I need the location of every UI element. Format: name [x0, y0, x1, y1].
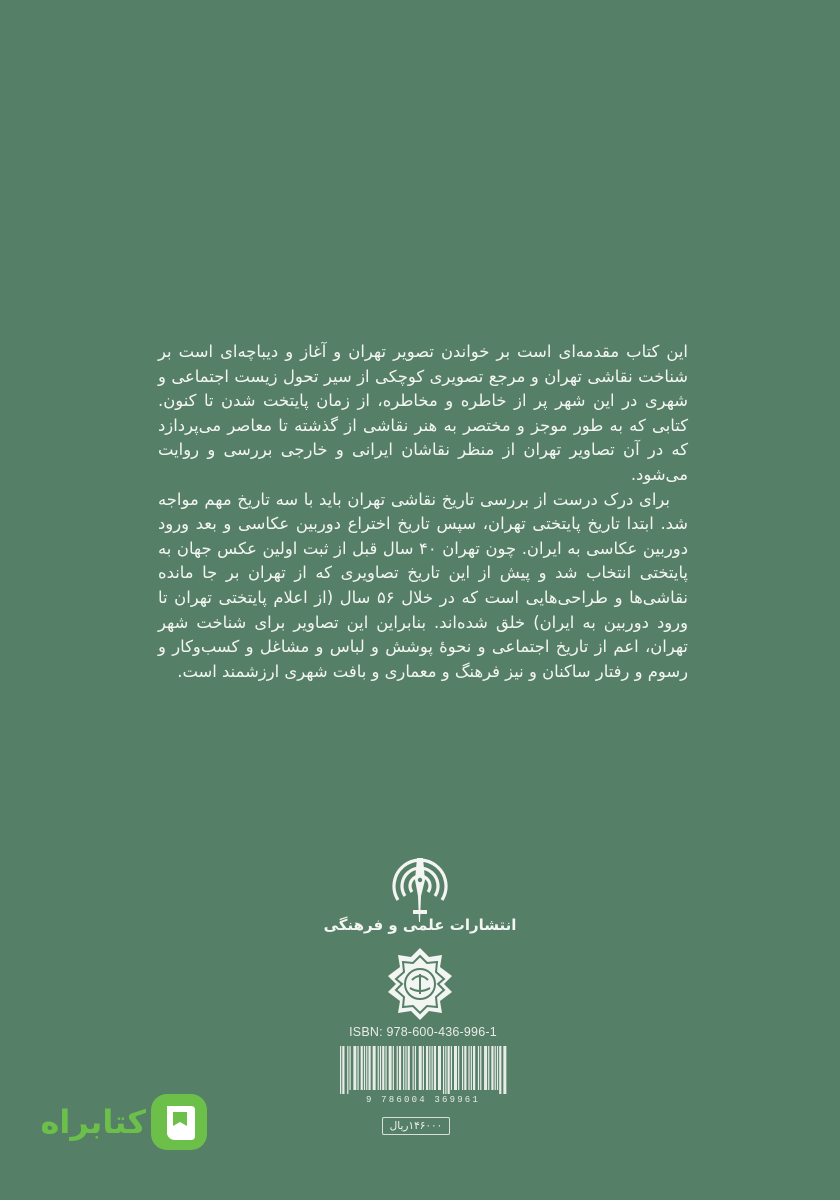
barcode-bar	[480, 1046, 481, 1090]
bookmark-logo-icon	[147, 1090, 211, 1154]
tehran-emblem-icon	[382, 946, 458, 1022]
barcode-bar	[488, 1046, 489, 1090]
barcode-bar	[451, 1046, 452, 1090]
barcode-bar	[471, 1046, 472, 1090]
barcode-bar	[458, 1046, 459, 1090]
barcode-bar	[382, 1046, 384, 1090]
publisher-name: انتشارات علمی و فرهنگی	[323, 916, 517, 934]
barcode-bar	[408, 1046, 410, 1090]
barcode-bar	[342, 1046, 344, 1094]
barcode-bar	[495, 1046, 496, 1090]
barcode-bar	[464, 1046, 466, 1090]
barcode-bar	[357, 1046, 358, 1090]
barcode-bar	[438, 1046, 441, 1090]
barcode-bar	[484, 1046, 487, 1090]
barcode-bar	[468, 1046, 469, 1090]
barcode-bar	[499, 1046, 501, 1094]
barcode-bar	[432, 1046, 433, 1090]
barcode-bar	[473, 1046, 475, 1090]
barcode-bar	[462, 1046, 463, 1090]
barcode-bar	[366, 1046, 367, 1090]
barcode-bar	[491, 1046, 493, 1090]
barcode-bar	[340, 1046, 341, 1094]
barcode-bar	[454, 1046, 457, 1090]
barcode-digits: 9 786004 369961	[365, 1095, 481, 1104]
barcode-bar	[426, 1046, 428, 1090]
barcode-bar	[503, 1046, 506, 1094]
barcode-bar	[347, 1046, 348, 1094]
store-name: کتابراه	[40, 1103, 146, 1141]
barcode-bar	[445, 1046, 446, 1094]
barcode-bar	[434, 1046, 436, 1090]
barcode-bar	[368, 1046, 370, 1090]
isbn-barcode	[336, 1044, 510, 1104]
publisher-logo-icon	[384, 850, 456, 922]
barcode-bar	[478, 1046, 479, 1090]
barcode-bar	[389, 1046, 392, 1090]
barcode-bar	[429, 1046, 430, 1090]
barcode-bar	[419, 1046, 422, 1090]
barcode-bar	[353, 1046, 356, 1090]
barcode-bar	[393, 1046, 394, 1090]
barcode-bar	[403, 1046, 404, 1090]
barcode-bar	[415, 1046, 416, 1090]
barcode-bar	[378, 1046, 379, 1090]
book-description	[158, 340, 688, 684]
barcode-bar	[413, 1046, 414, 1090]
barcode-bar	[405, 1046, 406, 1090]
description-paragraph-1: این کتاب مقدمه‌ای است بر خواندن تصویر تهران و آغاز و دیباچه‌ای است بر شناخت نقاشی تهران و مرجع تصویری کوچکی از سیر تحول زیست اجتماعی و شهری در این شهر پر از خاطره و مخاطره، از زمان پایتخت شدن تا کنون. کتابی که به طور موجز و مختصر به هنر نقاشی از گذشته تا معاصر می‌پردازد که در آن تصاویر تهران از منظر نقاشان ایرانی و خارجی بررسی و روایت می‌شود.	[158, 342, 688, 484]
barcode-bar	[373, 1046, 376, 1090]
price-label: ۱۴۶۰۰۰ریال	[382, 1117, 450, 1135]
barcode-bar	[380, 1046, 381, 1090]
barcode-bar	[397, 1046, 398, 1090]
isbn-number: ISBN: 978-600-436-996-1	[349, 1025, 497, 1039]
barcode-bar	[349, 1046, 350, 1090]
barcode-bar	[497, 1046, 498, 1090]
barcode-bar	[361, 1046, 363, 1090]
barcode-bar	[364, 1046, 365, 1090]
barcode-bar	[385, 1046, 386, 1090]
barcode-bar	[399, 1046, 401, 1090]
barcode-bar	[443, 1046, 444, 1094]
barcode-bar	[448, 1046, 450, 1094]
barcode-bar	[423, 1046, 424, 1090]
description-paragraph-2: برای درک درست از بررسی تاریخ نقاشی تهران باید با سه تاریخ مهم مواجه شد. ابتدا تاریخ پایتختی تهران، سپس تاریخ اختراع دوربین عکاسی و بعد ورود دوربین عکاسی به ایران. چون تهران ۴۰ سال قبل از ثبت اولین عکس جهان به پایتختی انتخاب شد و پیش از این تاریخ تصاویری که از تهران بر جا مانده نقاشی‌ها و طراحی‌هایی است که در خلال ۵۶ سال (از اعلام پایتختی تهران تا ورود دوربین به ایران) خلق شده‌اند. بنابراین این تصاویر برای شناخت شهر تهران، اعم از تاریخ اجتماعی و نحوهٔ پوشش و لباس و مشاغل و کسب‌وکار و رسوم و رفتار ساکنان و نیز فرهنگ و معماری و بافت شهری ارزشمند است.	[158, 489, 689, 681]
